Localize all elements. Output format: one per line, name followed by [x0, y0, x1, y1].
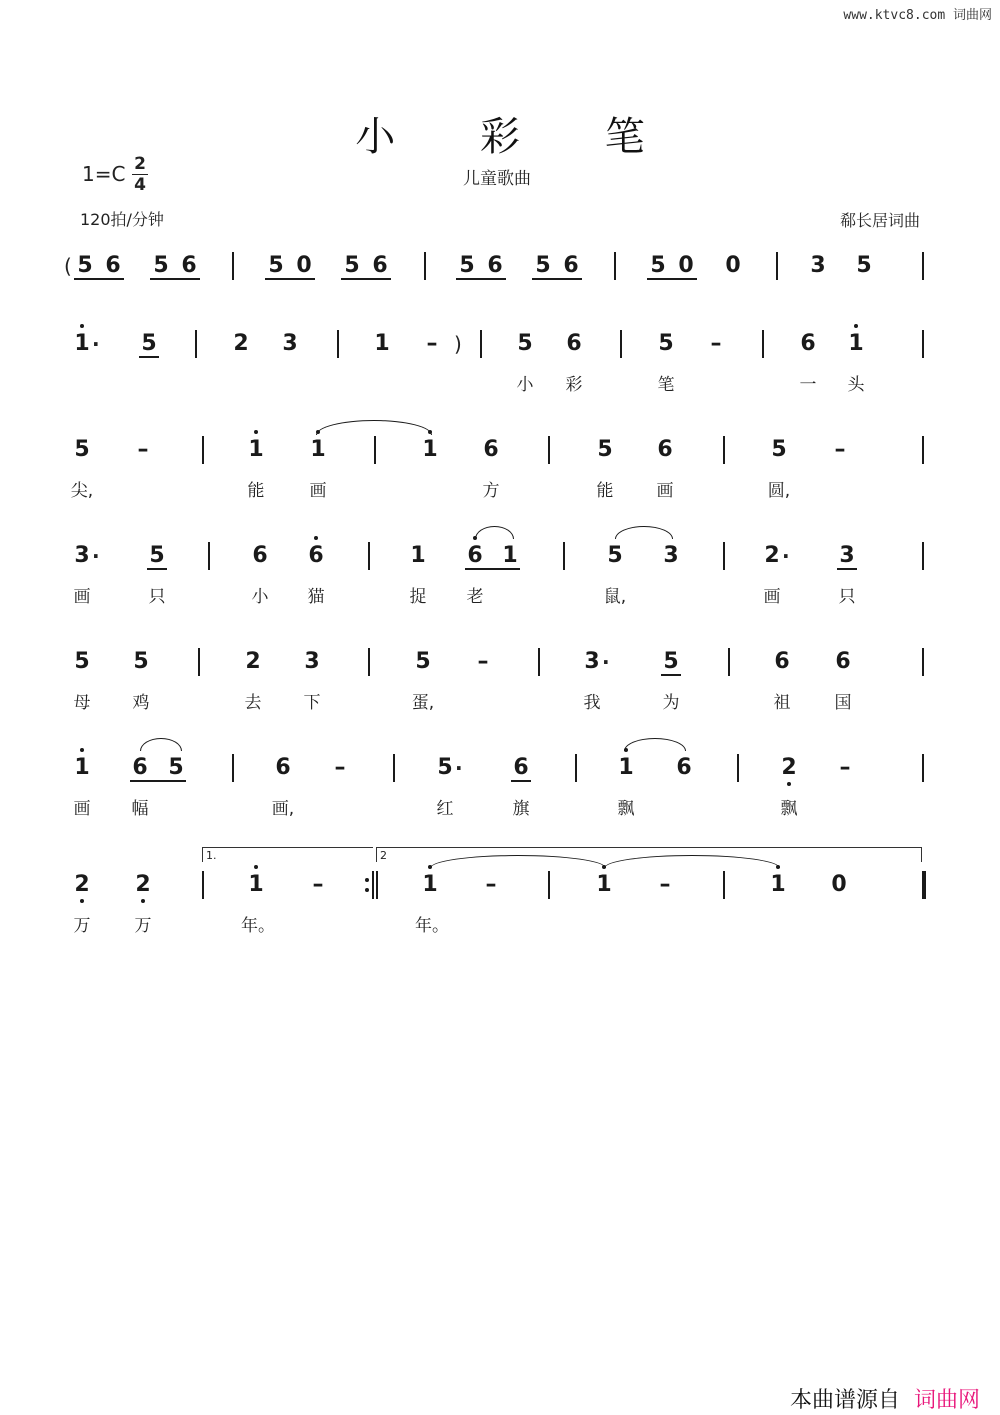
note: 2 [233, 331, 249, 356]
lyric: 圆, [767, 481, 791, 501]
barline [337, 330, 339, 358]
note: 0 [678, 253, 694, 278]
note: 5 [153, 253, 169, 278]
note: 1 [74, 331, 90, 356]
underline [837, 568, 857, 570]
lyric: 母 [73, 693, 91, 713]
lyric: 画, [271, 799, 295, 819]
barline [922, 252, 924, 280]
paren-open: ( [64, 254, 72, 278]
lyric: 画 [309, 481, 327, 501]
note: 6 [275, 755, 291, 780]
underline [661, 674, 681, 676]
dash-note: – [334, 755, 346, 780]
lyric: 蛋, [411, 693, 435, 713]
dash-note: – [485, 872, 497, 897]
note: 3 [663, 543, 679, 568]
lyric: 鼠, [603, 587, 627, 607]
note: 6 [132, 755, 148, 780]
barline [538, 648, 540, 676]
author: 郗长居词曲 [839, 211, 920, 230]
note: 5 [856, 253, 872, 278]
note: 6 [676, 755, 692, 780]
low-octave-dot [787, 782, 791, 786]
barline [922, 648, 924, 676]
duration-dot: · [455, 756, 463, 780]
barline [922, 871, 926, 899]
lyric: 画 [73, 587, 91, 607]
barline [776, 252, 778, 280]
barline [723, 871, 725, 899]
lyric: 小 [251, 587, 269, 607]
dash-note: – [834, 437, 846, 462]
lyric: 飘 [780, 799, 798, 819]
note: 6 [372, 253, 388, 278]
note: 1 [374, 331, 390, 356]
note: 1 [74, 755, 90, 780]
tie-slur [624, 738, 686, 751]
barline [723, 436, 725, 464]
lyric: 猫 [307, 587, 325, 607]
lyric: 尖, [70, 481, 94, 501]
note: 3 [74, 543, 90, 568]
low-octave-dot [141, 899, 145, 903]
note: 5 [149, 543, 165, 568]
note: 1 [770, 872, 786, 897]
underline [511, 780, 531, 782]
note: 5 [535, 253, 551, 278]
note: 5 [437, 755, 453, 780]
note: 6 [308, 543, 324, 568]
lyric: 小 [516, 375, 534, 395]
note: 0 [725, 253, 741, 278]
barline [232, 754, 234, 782]
note: 1 [248, 872, 264, 897]
underline [465, 568, 520, 570]
lyric: 画 [73, 799, 91, 819]
lyric: 年。 [241, 916, 275, 936]
barline [202, 871, 204, 899]
barline [548, 436, 550, 464]
tempo: 120拍/分钟 [80, 210, 164, 229]
high-octave-dot [854, 324, 858, 328]
footer-source-site: 词曲网 [913, 1388, 980, 1413]
genre: 儿童歌曲 [463, 169, 531, 189]
underline [265, 278, 315, 280]
low-octave-dot [80, 899, 84, 903]
underline [341, 278, 391, 280]
underline [139, 356, 159, 358]
lyric: 万 [134, 916, 152, 936]
underline [74, 278, 124, 280]
note: 6 [105, 253, 121, 278]
footer-source-label: 本曲谱源自 [789, 1388, 900, 1413]
barline [563, 542, 565, 570]
duration-dot: · [782, 544, 790, 568]
underline [130, 780, 186, 782]
volta-1 [202, 847, 373, 862]
note: 5 [517, 331, 533, 356]
note: 6 [563, 253, 579, 278]
duration-dot: · [92, 544, 100, 568]
note: 0 [296, 253, 312, 278]
lyric: 去 [244, 693, 262, 713]
volta-1-label: 1. [206, 849, 217, 862]
lyric: 国 [834, 693, 852, 713]
lyric: 我 [583, 693, 601, 713]
lyric: 幅 [131, 799, 149, 819]
lyric: 只 [838, 587, 856, 607]
note: 1 [848, 331, 864, 356]
note: 3 [584, 649, 600, 674]
barline [372, 871, 374, 899]
duration-dot: · [602, 650, 610, 674]
underline [647, 278, 697, 280]
lyric: 为 [662, 693, 680, 713]
barline [548, 871, 550, 899]
barline [208, 542, 210, 570]
lyric: 一 [799, 375, 817, 395]
note: 6 [252, 543, 268, 568]
dash-note: – [137, 437, 149, 462]
note: 5 [74, 649, 90, 674]
note: 3 [304, 649, 320, 674]
note: 6 [835, 649, 851, 674]
note: 5 [771, 437, 787, 462]
note: 5 [607, 543, 623, 568]
note: 3 [810, 253, 826, 278]
note: 6 [513, 755, 529, 780]
note: 1 [422, 437, 438, 462]
time-bottom: 4 [134, 175, 146, 195]
note: 5 [74, 437, 90, 462]
note: 5 [77, 253, 93, 278]
volta-2 [376, 847, 922, 862]
note: 1 [422, 872, 438, 897]
barline [232, 252, 234, 280]
note: 5 [268, 253, 284, 278]
lyric: 笔 [657, 375, 675, 395]
lyric: 头 [847, 375, 865, 395]
time-signature [130, 154, 150, 195]
barline [922, 542, 924, 570]
tie-slur [316, 420, 432, 435]
high-octave-dot [254, 430, 258, 434]
dash-note: – [477, 649, 489, 674]
barline [480, 330, 482, 358]
lyric: 只 [148, 587, 166, 607]
repeat-dot [365, 888, 369, 892]
high-octave-dot [80, 324, 84, 328]
underline [456, 278, 506, 280]
dash-note: – [659, 872, 671, 897]
repeat-barline [376, 871, 378, 899]
note: 1 [596, 872, 612, 897]
lyric: 捉 [409, 587, 427, 607]
note: 5 [459, 253, 475, 278]
barline [737, 754, 739, 782]
barline [575, 754, 577, 782]
lyric: 鸡 [132, 693, 150, 713]
note: 5 [658, 331, 674, 356]
note: 3 [839, 543, 855, 568]
note: 5 [597, 437, 613, 462]
lyric: 老 [466, 587, 484, 607]
duration-dot: · [92, 332, 100, 356]
lyric: 画 [656, 481, 674, 501]
note: 1 [248, 437, 264, 462]
key-signature: 1=C [82, 162, 126, 186]
note: 5 [415, 649, 431, 674]
lyric: 飘 [617, 799, 635, 819]
site-watermark: www.ktvc8.com 词曲网 [843, 8, 992, 23]
lyric: 万 [73, 916, 91, 936]
note: 6 [774, 649, 790, 674]
barline [620, 330, 622, 358]
note: 1 [310, 437, 326, 462]
barline [195, 330, 197, 358]
note: 2 [74, 872, 90, 897]
note: 1 [410, 543, 426, 568]
underline [150, 278, 200, 280]
lyric: 年。 [415, 916, 449, 936]
paren-close: ) [454, 332, 462, 356]
underline [532, 278, 582, 280]
note: 5 [344, 253, 360, 278]
time-top: 2 [134, 154, 146, 174]
lyric: 旗 [512, 799, 530, 819]
note: 6 [467, 543, 483, 568]
note: 0 [831, 872, 847, 897]
barline [723, 542, 725, 570]
note: 2 [764, 543, 780, 568]
barline [922, 330, 924, 358]
dash-note: – [426, 331, 438, 356]
lyric: 能 [596, 481, 614, 501]
tie-slur [140, 738, 182, 751]
dash-note: – [312, 872, 324, 897]
barline [368, 648, 370, 676]
barline [202, 436, 204, 464]
lyric: 下 [303, 693, 321, 713]
note: 5 [133, 649, 149, 674]
note: 2 [135, 872, 151, 897]
underline [147, 568, 167, 570]
lyric: 祖 [773, 693, 791, 713]
tie-slur [615, 526, 673, 539]
dash-note: – [710, 331, 722, 356]
barline [614, 252, 616, 280]
song-title: 小 彩 笔 [355, 114, 681, 160]
high-octave-dot [254, 865, 258, 869]
barline [198, 648, 200, 676]
barline [922, 754, 924, 782]
note: 6 [487, 253, 503, 278]
note: 1 [618, 755, 634, 780]
barline [393, 754, 395, 782]
volta-2-label: 2 [380, 849, 387, 862]
note: 2 [781, 755, 797, 780]
high-octave-dot [80, 748, 84, 752]
note: 2 [245, 649, 261, 674]
barline [368, 542, 370, 570]
lyric: 能 [247, 481, 265, 501]
note: 5 [141, 331, 157, 356]
note: 5 [168, 755, 184, 780]
lyric: 方 [482, 481, 500, 501]
note: 6 [566, 331, 582, 356]
note: 6 [657, 437, 673, 462]
note: 6 [800, 331, 816, 356]
high-octave-dot [314, 536, 318, 540]
note: 6 [181, 253, 197, 278]
note: 6 [483, 437, 499, 462]
repeat-dot [365, 878, 369, 882]
barline [762, 330, 764, 358]
tie-slur [475, 526, 514, 539]
lyric: 红 [436, 799, 454, 819]
barline [374, 436, 376, 464]
note: 3 [282, 331, 298, 356]
lyric: 画 [763, 587, 781, 607]
lyric: 彩 [565, 375, 583, 395]
barline [922, 436, 924, 464]
barline [424, 252, 426, 280]
dash-note: – [839, 755, 851, 780]
note: 5 [663, 649, 679, 674]
note: 5 [650, 253, 666, 278]
barline [728, 648, 730, 676]
footer [790, 1383, 980, 1414]
note: 1 [502, 543, 518, 568]
